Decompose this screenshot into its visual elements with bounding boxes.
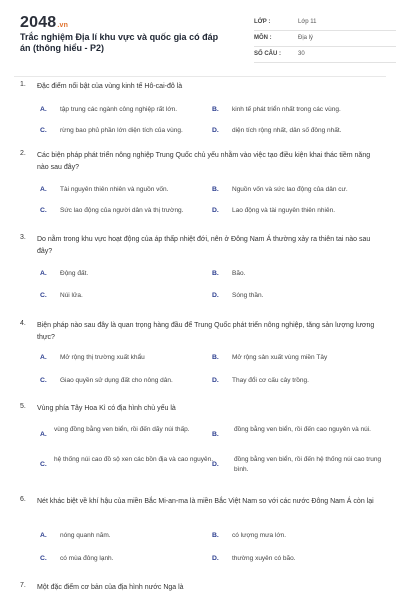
logo-tld: .vn bbox=[57, 22, 69, 29]
question-7 bbox=[20, 582, 386, 596]
option-text: Lao động và tài nguyên thiên nhiên. bbox=[232, 207, 336, 214]
quiz-title: Trắc nghiệm Địa lí khu vực và quốc gia có đáp án (thông hiểu - P2) bbox=[20, 32, 219, 53]
option-text: Nguồn vốn và sức lao động của dân cư. bbox=[232, 186, 348, 193]
option-text: nóng quanh năm. bbox=[60, 532, 111, 539]
meta-value: Địa lý bbox=[298, 35, 314, 41]
option-text: Tài nguyên thiên nhiên và nguồn vốn. bbox=[60, 186, 169, 193]
option-label: B. bbox=[212, 532, 219, 539]
option-text: Thay đổi cơ cấu cây trồng. bbox=[232, 377, 309, 384]
option-label: A. bbox=[40, 106, 47, 113]
question-6 bbox=[20, 496, 386, 570]
option-label: D. bbox=[212, 292, 219, 299]
option-label: C. bbox=[40, 127, 47, 134]
option-label: C. bbox=[40, 555, 47, 562]
option-text: Bão. bbox=[232, 270, 246, 277]
question-text: Các biện pháp phát triển nông nghiệp Trung Quốc chủ yếu nhằm vào việc tạo điều kiện khai thác tiềm năng nào sau đây? bbox=[37, 152, 371, 171]
site-logo[interactable] bbox=[20, 14, 68, 32]
option-text: có mùa đông lạnh. bbox=[60, 555, 114, 562]
option-text: Động đất. bbox=[60, 270, 89, 277]
question-number: 6. bbox=[20, 496, 26, 503]
option-label: B. bbox=[212, 186, 219, 193]
option-text: Sức lao động của người dân và thị trường. bbox=[60, 207, 184, 214]
option-label: A. bbox=[40, 354, 47, 361]
quiz-meta bbox=[254, 15, 396, 63]
question-text: Đặc điểm nổi bật của vùng kinh tế Hô-cai-đô là bbox=[37, 83, 183, 90]
option-text: tập trung các ngành công nghiệp rất lớn. bbox=[60, 106, 178, 113]
option-label: D. bbox=[212, 207, 219, 214]
option-text: Sóng thần. bbox=[232, 292, 264, 299]
question-number: 3. bbox=[20, 234, 26, 241]
option-label: A. bbox=[40, 532, 47, 539]
option-label: C. bbox=[40, 207, 47, 214]
question-number: 4. bbox=[20, 320, 26, 327]
option-text: kinh tế phát triển nhất trong các vùng. bbox=[232, 106, 341, 113]
question-number: 7. bbox=[20, 582, 26, 589]
option-label: B. bbox=[212, 106, 219, 113]
question-2 bbox=[20, 150, 386, 224]
question-3 bbox=[20, 234, 386, 308]
option-label: D. bbox=[212, 127, 219, 134]
option-label: D. bbox=[212, 377, 219, 384]
meta-row-class bbox=[254, 15, 396, 31]
option-text: Mở rộng thị trường xuất khẩu bbox=[60, 354, 145, 361]
meta-row-count bbox=[254, 47, 396, 63]
question-number: 1. bbox=[20, 81, 26, 88]
option-label: B. bbox=[212, 354, 219, 361]
option-text: vùng đồng bằng ven biển, rồi đến dãy núi thấp. bbox=[54, 426, 190, 433]
option-text: Giao quyền sử dụng đất cho nông dân. bbox=[60, 377, 173, 384]
header-divider bbox=[14, 76, 386, 77]
option-text: đồng bằng ven biển, rồi đến hệ thống núi cao trung bình. bbox=[234, 456, 382, 473]
meta-value: 30 bbox=[298, 51, 305, 57]
meta-row-subject bbox=[254, 31, 396, 47]
meta-key: LỚP : bbox=[254, 19, 271, 25]
question-text: Nét khác biệt về khí hậu của miền Bắc Mi-an-ma là miền Bắc Việt Nam so với các nước Đông Nam Á còn lại bbox=[37, 498, 374, 505]
option-label: A. bbox=[40, 270, 47, 277]
meta-key: SỐ CÂU : bbox=[254, 51, 281, 57]
option-label: D. bbox=[212, 555, 219, 562]
header bbox=[20, 12, 382, 68]
option-label: A. bbox=[40, 431, 47, 438]
option-text: diện tích rộng nhất, dân số đông nhất. bbox=[232, 127, 342, 134]
question-5 bbox=[20, 403, 386, 483]
option-text: đồng bằng ven biển, rồi đến cao nguyên và núi. bbox=[234, 426, 371, 433]
option-label: C. bbox=[40, 461, 47, 468]
question-4 bbox=[20, 320, 386, 394]
option-text: có lượng mưa lớn. bbox=[232, 532, 287, 539]
option-label: C. bbox=[40, 377, 47, 384]
option-label: D. bbox=[212, 461, 219, 468]
question-number: 2. bbox=[20, 150, 26, 157]
option-label: A. bbox=[40, 186, 47, 193]
question-text: Vùng phía Tây Hoa Kì có địa hình chủ yếu là bbox=[37, 405, 176, 412]
meta-key: MÔN : bbox=[254, 35, 272, 41]
meta-value: Lớp 11 bbox=[298, 19, 317, 25]
question-text: Biện pháp nào sau đây là quan trọng hàng đầu để Trung Quốc phát triển nông nghiệp, tăng sản lượng lương thực? bbox=[37, 322, 375, 341]
option-label: B. bbox=[212, 270, 219, 277]
option-text: hệ thống núi cao đồ sộ xen các bồn địa và cao nguyên. bbox=[54, 456, 214, 463]
question-number: 5. bbox=[20, 403, 26, 410]
option-label: C. bbox=[40, 292, 47, 299]
question-text: Do nằm trong khu vực hoạt động của áp thấp nhiệt đới, nên ở Đông Nam Á thường xảy ra thiên tai nào sau đây? bbox=[37, 236, 371, 255]
option-text: Núi lửa. bbox=[60, 292, 83, 299]
question-text: Một đặc điểm cơ bản của địa hình nước Nga là bbox=[37, 584, 184, 591]
option-label: B. bbox=[212, 431, 219, 438]
option-text: thường xuyên có bão. bbox=[232, 555, 296, 562]
option-text: Mở rộng sản xuất vùng miền Tây bbox=[232, 354, 328, 361]
question-1 bbox=[20, 81, 386, 141]
option-text: rừng bao phủ phần lớn diện tích của vùng. bbox=[60, 127, 183, 134]
logo-name: 2048 bbox=[20, 14, 57, 31]
